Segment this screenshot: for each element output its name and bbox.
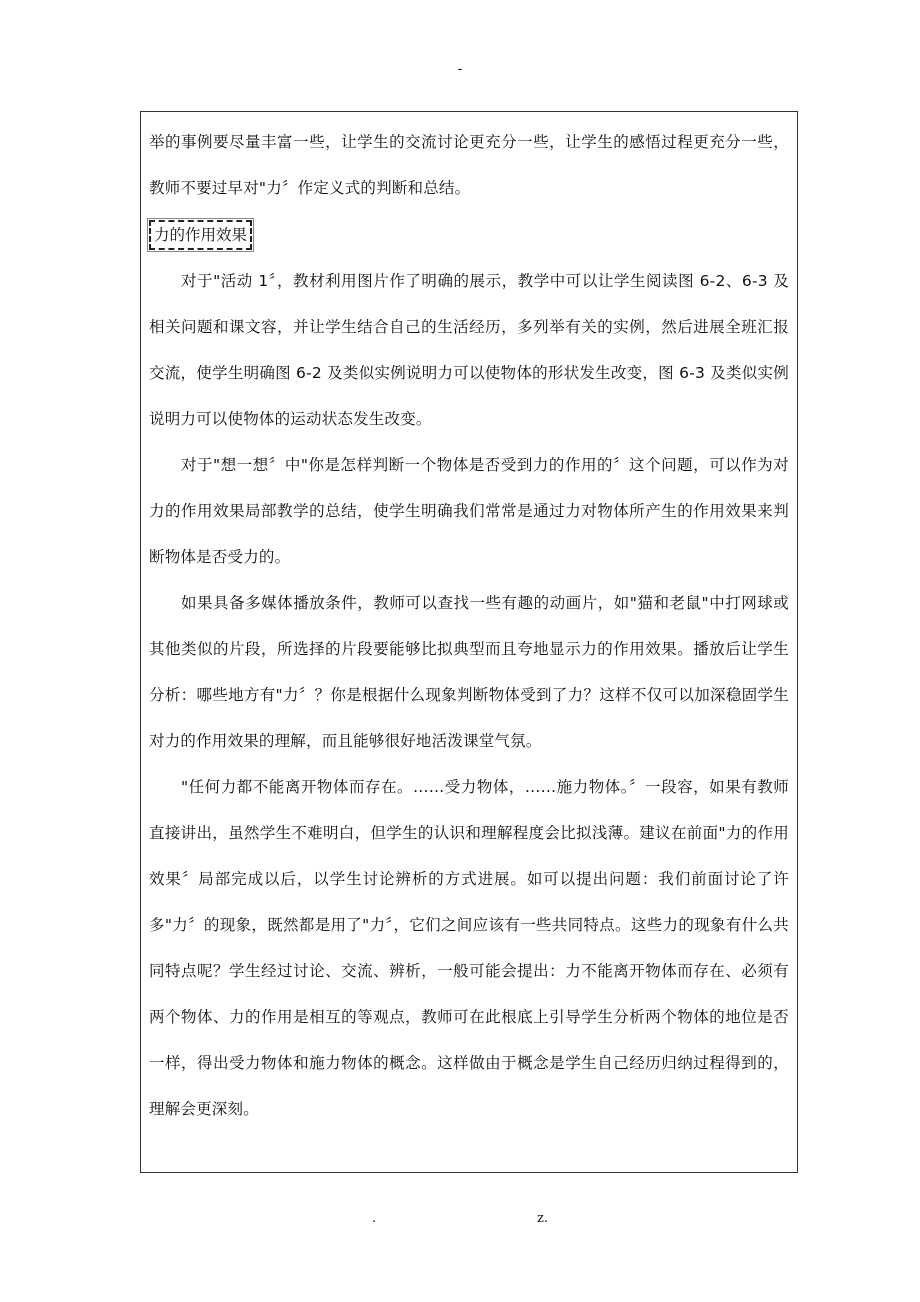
section-heading: 力的作用效果 — [149, 220, 252, 250]
paragraph-multimedia: 如果具备多媒体播放条件，教师可以查找一些有趣的动画片，如"猫和老鼠"中打网球或其他类似的片段，所选择的片段要能够比拟典型而且夸地显示力的作用效果。播放后让学生分析：哪些地方有"力〞？你是根据什么现象判断物体受到了力？这样不仅可以加深稳固学生对力的作用效果的理解，而且能够很好地活泼课堂气氛。 — [149, 594, 789, 750]
paragraph-continuation: 举的事例要尽量丰富一些，让学生的交流讨论更充分一些，让学生的感悟过程更充分一些，教师不要过早对"力〞作定义式的判断和总结。 — [149, 133, 789, 197]
content-box — [140, 111, 798, 1173]
paragraph-activity-1: 对于"活动 1〞，教材利用图片作了明确的展示，教学中可以让学生阅读图 6-2、6-3 及相关问题和课文容，并让学生结合自己的生活经历，多列举有关的实例，然后进展全班汇报交流，使学生明确图 6-2 及类似实例说明力可以使物体的形状发生改变，图 6-3 及类似实例说明力可以使物体的运动状态发生改变。 — [149, 272, 789, 428]
page-footer-right: z. — [537, 1211, 548, 1226]
paragraph-force-object: "任何力都不能离开物体而存在。……受力物体，……施力物体。〞一段容，如果有教师直接讲出，虽然学生不难明白，但学生的认识和理解程度会比拟浅薄。建议在前面"力的作用效果〞局部完成以后，以学生讨论辨析的方式进展。如可以提出问题：我们前面讨论了许多"力〞的现象，既然都是用了"力〞，它们之间应该有一些共同特点。这些力的现象有什么共同特点呢？学生经过讨论、交流、辨析，一般可能会提出：力不能离开物体而存在、必须有两个物体、力的作用是相互的等观点，教师可在此根底上引导学生分析两个物体的地位是否一样，得出受力物体和施力物体的概念。这样做由于概念是学生自己经历归纳过程得到的，理解会更深刻。 — [149, 778, 789, 1118]
page-footer-left: . — [372, 1211, 377, 1226]
paragraph-think: 对于"想一想〞中"你是怎样判断一个物体是否受到力的作用的〞这个问题，可以作为对力的作用效果局部教学的总结，使学生明确我们常常是通过力对物体所产生的作用效果来判断物体是否受力的。 — [149, 456, 789, 566]
page-header-mark: - — [457, 62, 463, 77]
section-heading-row — [149, 213, 789, 257]
